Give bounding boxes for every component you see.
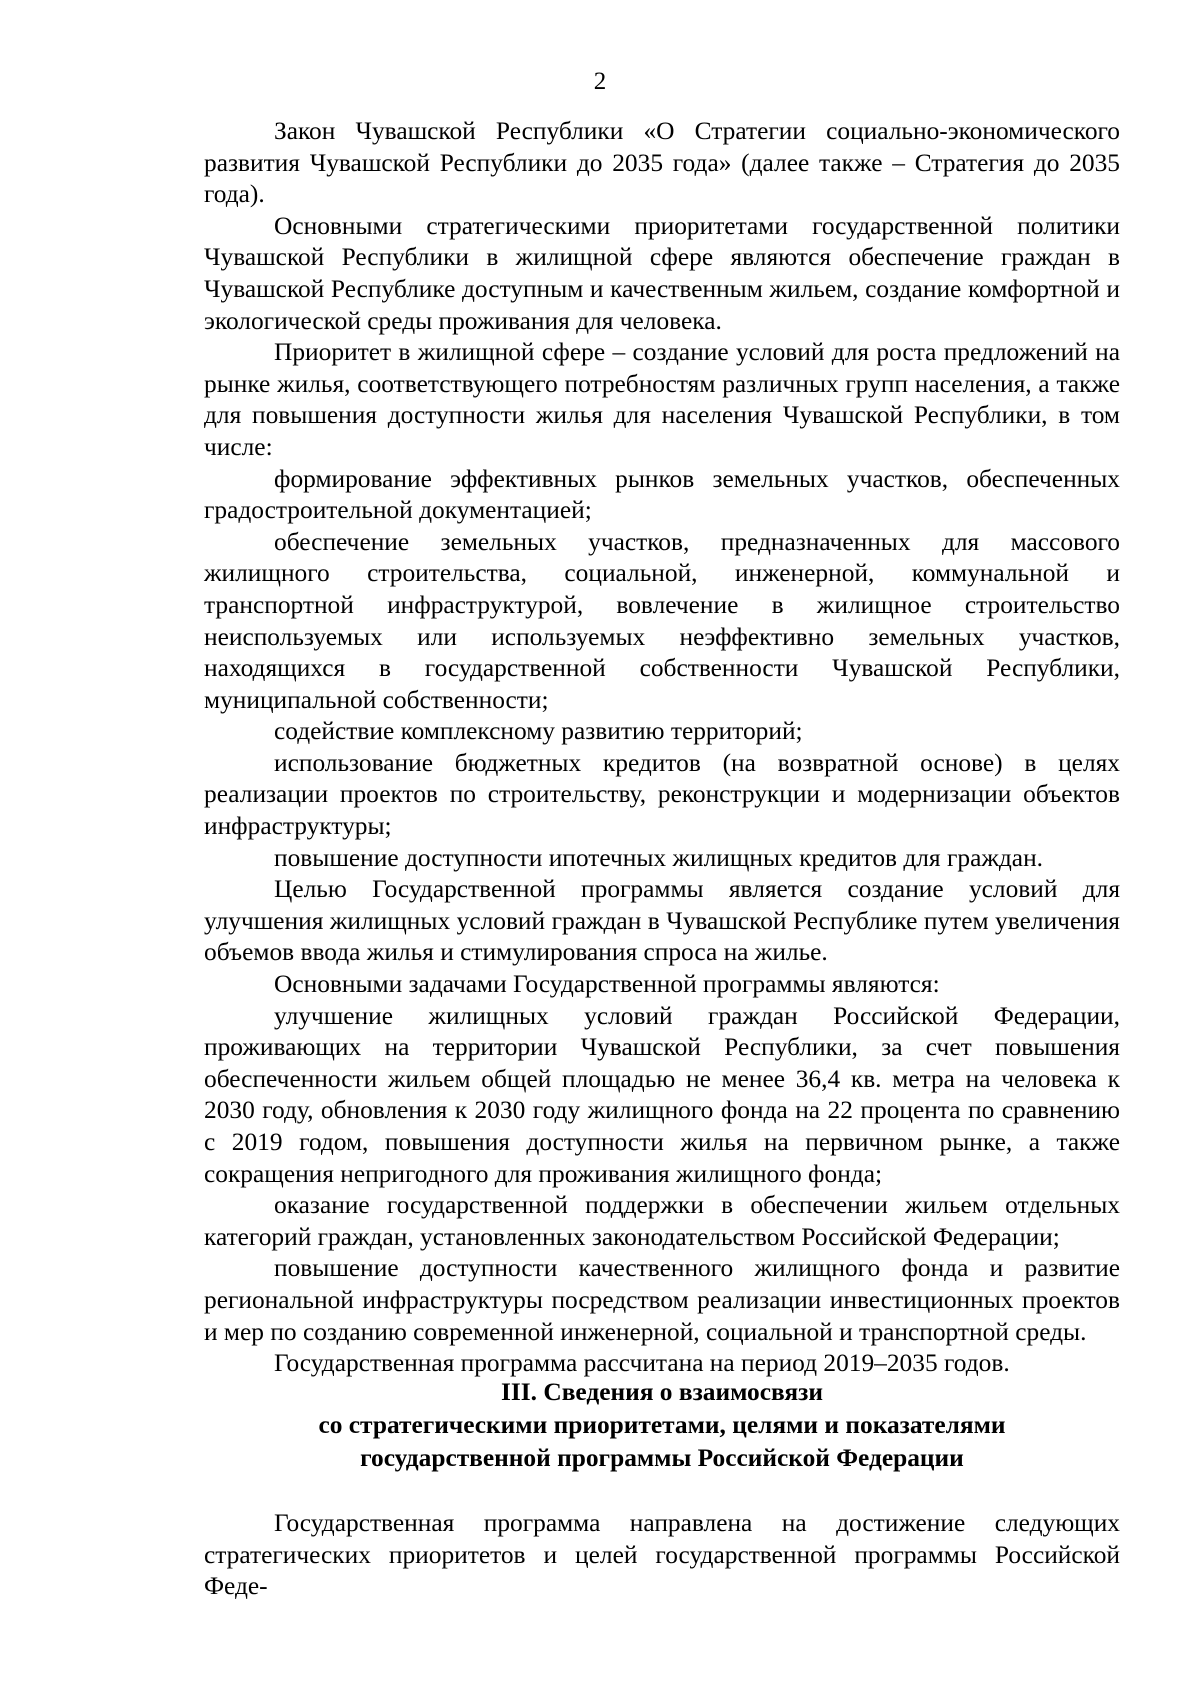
paragraph: использование бюджетных кредитов (на возвратной основе) в целях реализации проектов по строительству, реконструкции и модернизации объектов инфраструктуры;: [204, 748, 1120, 841]
section-heading-line: со стратегическими приоритетами, целями и показателями: [318, 1411, 1006, 1439]
page-number: 2: [593, 68, 607, 95]
section-heading-line: III. Сведения о взаимосвязи: [501, 1378, 823, 1406]
paragraph: Государственная программа рассчитана на период 2019–2035 годов.: [274, 1349, 1010, 1378]
paragraph: Основными стратегическими приоритетами государственной политики Чувашской Республики в жилищной сфере являются обеспечение граждан в Чувашской Республике доступным и качественным жильем, создание комфортной и экологической среды проживания для человека.: [204, 211, 1120, 335]
body-text-section-after-heading: [204, 1508, 1120, 1603]
paragraph: формирование эффективных рынков земельных участков, обеспеченных градостроительной документацией;: [204, 464, 1120, 525]
paragraph: обеспечение земельных участков, предназначенных для массового жилищного строительства, социальной, инженерной, коммунальной и транспортной инфраструктурой, вовлечение в жилищное строительство неиспользуемых или используемых неэффективно земельных участков, находящихся в государственной собственности Чувашской Республики, муниципальной собственности;: [204, 527, 1120, 714]
paragraph: Основными задачами Государственной программы являются:: [274, 970, 940, 999]
paragraph: Государственная программа направлена на достижение следующих стратегических приоритетов и целей государственной программы Российской Феде-: [204, 1509, 1120, 1601]
paragraph: повышение доступности ипотечных жилищных кредитов для граждан.: [274, 843, 1044, 872]
paragraph: Целью Государственной программы является создание условий для улучшения жилищных условий граждан в Чувашской Республике путем увеличения объемов ввода жилья и стимулирования спроса на жилье.: [204, 875, 1120, 967]
section-heading-line: государственной программы Российской Федерации: [360, 1444, 964, 1472]
paragraph: повышение доступности качественного жилищного фонда и развитие региональной инфраструктуры посредством реализации инвестиционных проектов и мер по созданию современной инженерной, социальной и транспортной среды.: [204, 1254, 1120, 1346]
paragraph: содействие комплексному развитию территорий;: [274, 717, 803, 746]
paragraph: улучшение жилищных условий граждан Российской Федерации, проживающих на территории Чувашской Республики, за счет повышения обеспеченности жильем общей площадью не менее 36,4 кв. метра на человека к 2030 году, обновления к 2030 году жилищного фонда на 22 процента по сравнению с 2019 годом, повышения доступности жилья на первичном рынке, а также сокращения непригодного для проживания жилищного фонда;: [204, 1001, 1120, 1188]
section-heading: [204, 1376, 1120, 1475]
paragraph: Приоритет в жилищной сфере – создание условий для роста предложений на рынке жилья, соответствующего потребностям различных групп населения, а также для повышения доступности жилья для населения Чувашской Республики, в том числе:: [204, 338, 1120, 461]
paragraph: оказание государственной поддержки в обеспечении жильем отдельных категорий граждан, установленных законодательством Российской Федерации;: [204, 1191, 1120, 1251]
paragraph: Закон Чувашской Республики «О Стратегии социально-экономического развития Чувашской Республики до 2035 года» (далее также – Стратегия до 2035 года).: [204, 117, 1120, 209]
body-text-section: [204, 116, 1120, 1380]
